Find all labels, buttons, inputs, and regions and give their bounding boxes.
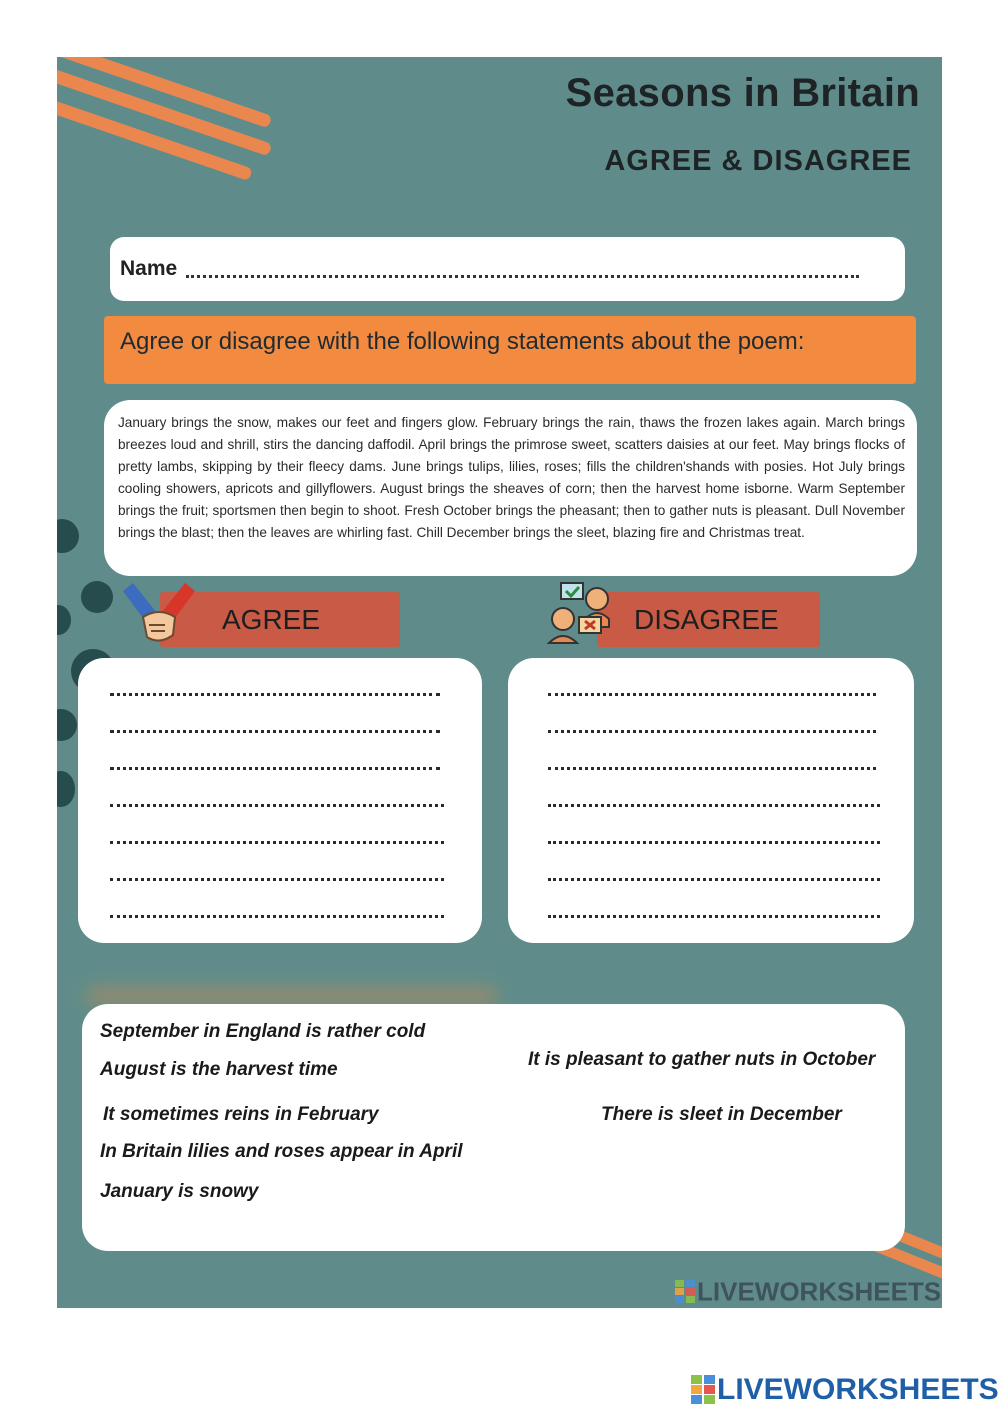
poem-text: January brings the snow, makes our feet and fingers glow. February brings the rain, thaws the frozen lakes again. March brings breezes loud and shrill, stirs the dancing daffodil. April brings the primrose sweet, scatters daisies at our feet. May brings flocks of pretty lambs, skipping by their fleecy dams. June brings tulips, lilies, roses; fills the children'shands with posies. Hot July brings cooling showers, apricots and gillyflowers. August brings the sheaves of corn; then the harvest home isborne. Warm September brings the fruit; sportsmen then begin to shoot. Fresh October brings the pheasant; then to gather nuts is pleasant. Dull November brings the blast; then the leaves are whirling fast. Chill December brings the sleet, blazing fire and Christmas treat. [118,415,905,540]
agree-answer-line[interactable] [110,730,440,733]
footer-brand-text: LIVEWORKSHEETS [717,1373,999,1407]
name-field-box [110,237,905,301]
page-subtitle: AGREE & DISAGREE [604,145,912,177]
decorative-circle [57,709,77,741]
statement-item[interactable]: It sometimes reins in February [103,1104,379,1125]
inner-brand-text: LIVEWORKSHEETS [697,1276,942,1307]
agree-drop-zone[interactable] [78,658,482,943]
name-input-line[interactable] [186,275,859,278]
disagree-answer-line[interactable] [548,878,880,881]
instruction-banner [104,316,916,384]
disagree-answer-line[interactable] [548,804,880,807]
agree-answer-line[interactable] [110,804,444,807]
debate-icon [545,579,617,649]
decorative-circle [81,581,113,613]
brand-blocks-icon [675,1280,695,1304]
disagree-answer-line[interactable] [548,915,880,918]
agree-answer-line[interactable] [110,767,440,770]
agree-answer-line[interactable] [110,841,444,844]
disagree-drop-zone[interactable] [508,658,914,943]
statement-item[interactable]: January is snowy [100,1181,259,1202]
statements-bank [82,1004,905,1251]
instruction-text: Agree or disagree with the following statements about the poem: [120,328,805,355]
statement-item[interactable]: It is pleasant to gather nuts in October [528,1049,876,1070]
decorative-circle [57,605,71,635]
statement-item[interactable]: In Britain lilies and roses appear in April [100,1141,463,1162]
agree-answer-line[interactable] [110,693,440,696]
name-label: Name [120,257,178,280]
poem-box [104,400,917,576]
handshake-icon [119,581,199,649]
disagree-label: DISAGREE [634,604,779,635]
statement-item[interactable]: August is the harvest time [100,1059,338,1080]
disagree-answer-line[interactable] [548,767,876,770]
agree-answer-line[interactable] [110,878,444,881]
page-title: Seasons in Britain [565,71,920,115]
agree-label: AGREE [222,604,321,635]
footer-brand-logo [691,1372,999,1407]
statement-item[interactable]: There is sleet in December [601,1104,842,1125]
decorative-circle [57,519,79,553]
disagree-label-bar [597,592,820,647]
inner-brand-logo [675,1275,941,1308]
disagree-answer-line[interactable] [548,730,876,733]
worksheet-page [57,57,942,1308]
statement-item[interactable]: September in England is rather cold [100,1021,426,1042]
decorative-glow [87,987,497,1005]
decorative-circle [57,771,75,807]
agree-answer-line[interactable] [110,915,444,918]
disagree-answer-line[interactable] [548,841,880,844]
brand-blocks-icon [691,1375,715,1405]
disagree-answer-line[interactable] [548,693,876,696]
